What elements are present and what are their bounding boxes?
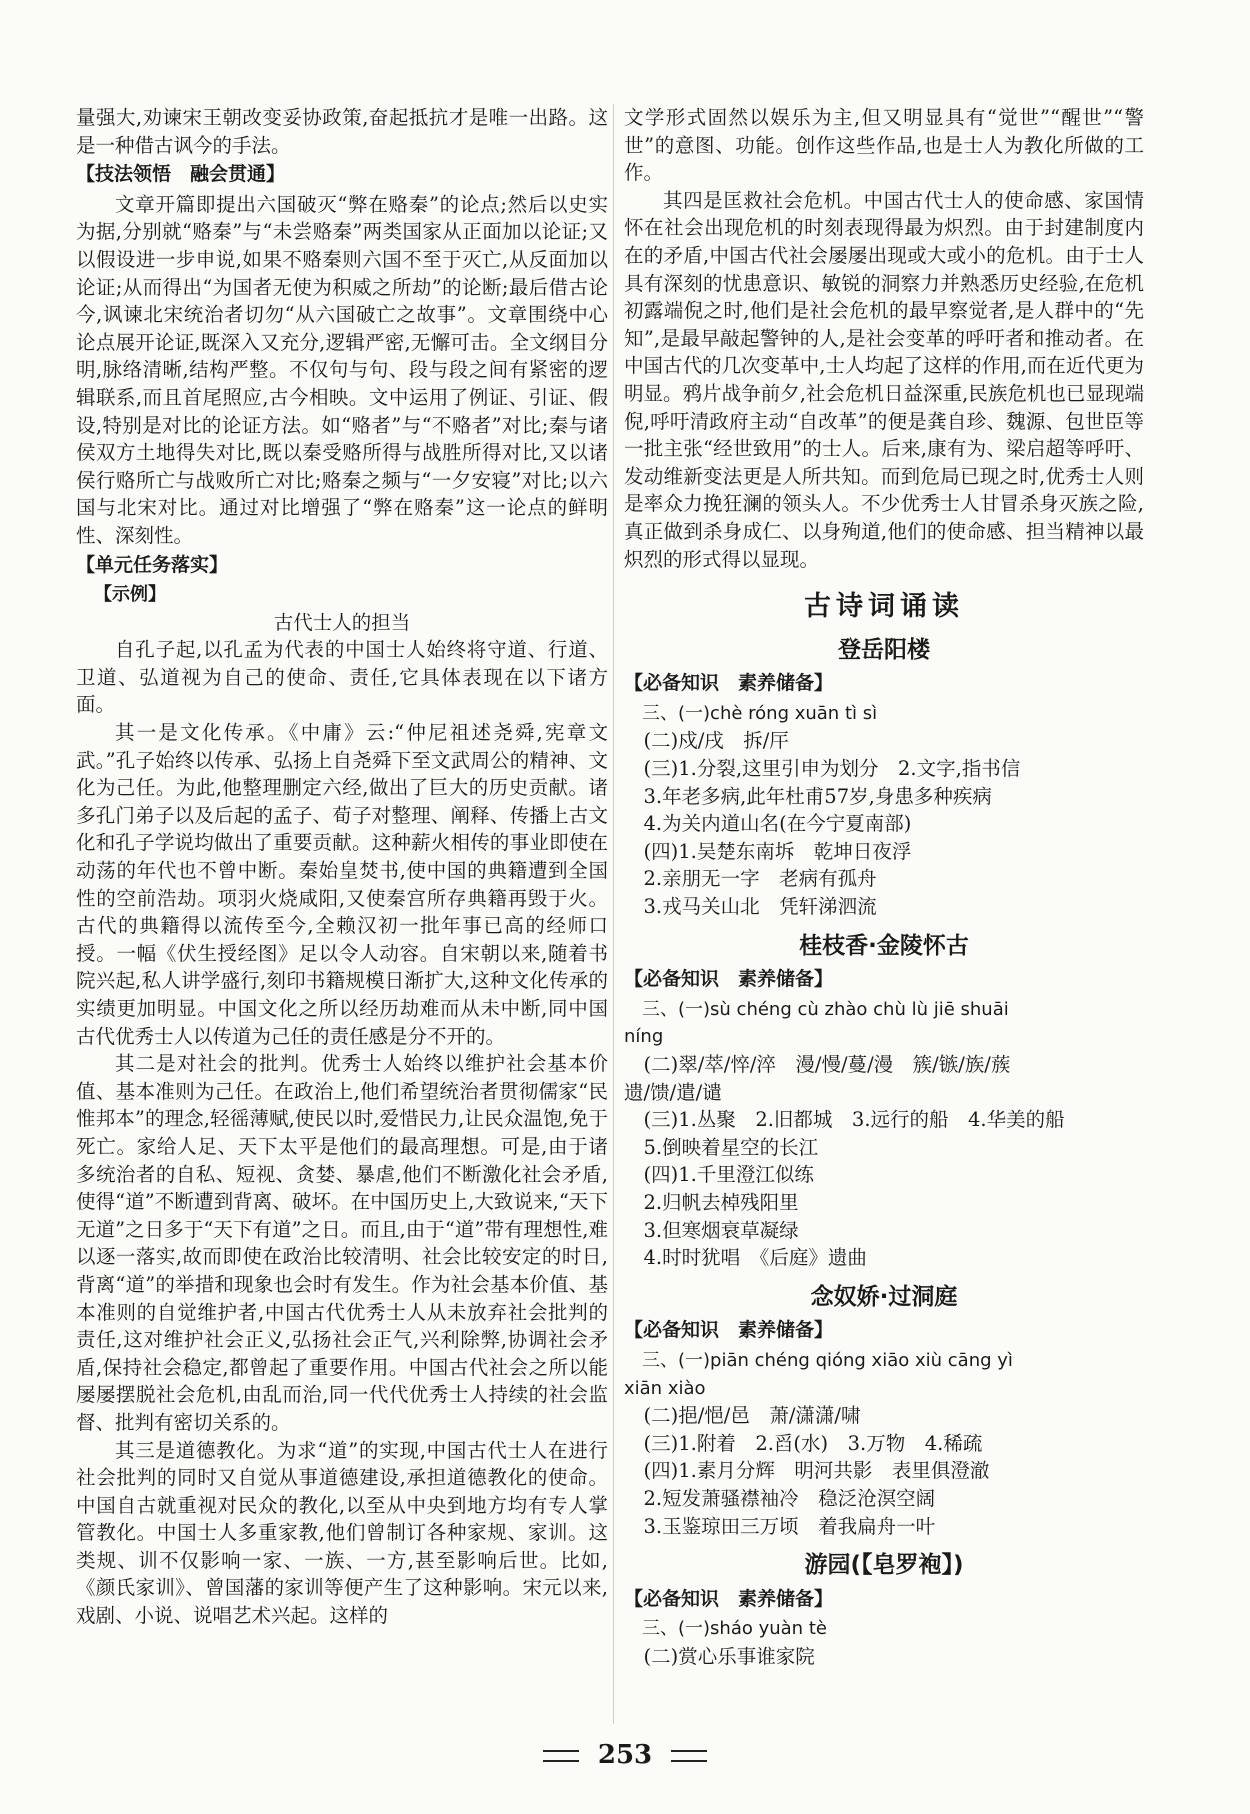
essay-paragraph-5: 其四是匡救社会危机。中国古代士人的使命感、家国情怀在社会出现危机的时刻表现得最为炽烈。由于封建制度内在的矛盾,中国古代社会屡屡出现或大或小的危机。由于士人具有深刻的忧患意识、敏锐的洞察力并熟悉历史经验,在危机初露端倪之时,他们是社会危机的最早察觉者,是人群中的“先知”,是最早敲起警钟的人,是社会变革的呼吁者和推动者。在中国古代的几次变革中,士人均起了这样的作用,而在近代更为明显。鸦片战争前夕,社会危机日益深重,民族危机也已显现端倪,呼吁清政府主动“自改革”的便是龚自珍、魏源、包世臣等一批主张“经世致用”的士人。后来,康有为、梁启超等呼吁、发动维新变法更是人所共知。而到危局已现之时,优秀士人则是率众力挽狂澜的领头人。不少优秀士人甘冒杀身灭族之险,真正做到杀身成仁、以身殉道,他们的使命感、担当精神以最炽烈的形式得以显现。: [624, 188, 1144, 571]
poem3-line-1: 三、(一)piān chéng qióng xiāo xiù cāng yì: [642, 1349, 1013, 1371]
poem2-line-2: (二)翠/萃/悴/淬 漫/慢/蔓/漫 簇/镞/族/蔟: [643, 1053, 1011, 1076]
essay-continuation: 文学形式固然以娱乐为主,但又明显具有“觉世”“醒世”“警世”的意图、功能。创作这些作品,也是士人为教化所做的工作。: [624, 106, 1144, 185]
poem2-line-1b: níng: [624, 1026, 664, 1048]
poem4-line-1: 三、(一)sháo yuàn tè: [642, 1618, 827, 1640]
poem2-line-4: 5.倒映着星空的长江: [643, 1135, 819, 1159]
knowledge-header-4: 【必备知识 素养储备】: [624, 1587, 834, 1610]
poem3-line-5: 2.短发萧骚襟袖冷 稳泛沧溟空阔: [643, 1486, 936, 1510]
right-column: [624, 104, 1144, 1670]
intro-paragraph: 量强大,劝谏宋王朝改变妥协政策,奋起抵抗才是唯一出路。这是一种借古讽今的手法。: [76, 106, 608, 157]
poem1-line-7: 2.亲朋无一字 老病有孤舟: [643, 867, 877, 891]
poem4-line-2: (二)赏心乐事谁家院: [643, 1644, 815, 1668]
poem2-line-1: 三、(一)sù chéng cù zhào chù lù jiē shuāi: [642, 998, 1009, 1020]
poem2-line-7: 3.但寒烟衰草凝绿: [643, 1218, 799, 1242]
poem1-line-4: 3.年老多病,此年杜甫57岁,身患多种疾病: [643, 784, 992, 808]
footer-left-rule: [543, 1750, 579, 1762]
poem2-line-6: 2.归帆去棹残阳里: [643, 1190, 799, 1214]
example-label: 【示例】: [94, 584, 166, 606]
poem1-line-5: 4.为关内道山名(在今宁夏南部): [643, 812, 912, 836]
footer-right-rule: [671, 1750, 707, 1762]
poem3-line-6: 3.玉鉴琼田三万顷 着我扁舟一叶: [643, 1514, 936, 1538]
column-divider: [613, 104, 614, 1724]
task-heading: 【单元任务落实】: [76, 553, 229, 576]
page-footer: [0, 1740, 1250, 1770]
poem3-line-2: (二)挹/悒/邑 萧/潇潇/啸: [643, 1404, 861, 1428]
poem2-line-8: 4.时时犹唱 《后庭》遗曲: [643, 1246, 867, 1270]
essay-paragraph-1: 自孔子起,以孔孟为代表的中国士人始终将守道、行道、卫道、弘道视为自己的使命、责任,它具体表现在以下诸方面。: [76, 638, 608, 717]
poem2-line-3: (三)1.丛聚 2.旧都城 3.远行的船 4.华美的船: [643, 1108, 1065, 1132]
poem1-line-1: 三、(一)chè róng xuān tì sì: [642, 702, 878, 724]
essay-title: 古代士人的担当: [273, 610, 411, 634]
poem2-line-5: (四)1.千里澄江似练: [643, 1163, 814, 1187]
left-column: [76, 104, 608, 1630]
poem1-line-8: 3.戎马关山北 凭轩涕泗流: [643, 895, 877, 919]
poem3-line-3: (三)1.附着 2.舀(水) 3.万物 4.稀疏: [643, 1431, 983, 1455]
page-number: 253: [597, 1740, 653, 1770]
knowledge-header-2: 【必备知识 素养储备】: [624, 968, 834, 991]
poem2-line-2b: 遗/馈/遣/谴: [624, 1080, 722, 1104]
technique-heading: 【技法领悟 融会贯通】: [76, 163, 286, 186]
poem1-line-6: (四)1.吴楚东南坼 乾坤日夜浮: [643, 839, 912, 863]
essay-paragraph-3: 其二是对社会的批判。优秀士人始终以维护社会基本价值、基本准则为己任。在政治上,他们希望统治者贯彻儒家“民惟邦本”的理念,轻徭薄赋,使民以时,爱惜民力,让民众温饱,免于死亡。家给人足、天下太平是他们的最高理想。可是,由于诸多统治者的自私、短视、贪婪、暴虐,他们不断激化社会矛盾,使得“道”不断遭到背离、破坏。在中国历史上,大致说来,“天下无道”之日多于“天下有道”之日。而且,由于“道”带有理想性,难以逐一落实,故而即使在政治比较清明、社会比较安定的时日,背离“道”的举措和现象也会时有发生。作为社会基本价值、基本准则的自觉维护者,中国古代优秀士人从未放弃社会批判的责任,这对维护社会正义,弘扬社会正气,兴利除弊,协调社会矛盾,保持社会稳定,都曾起了重要作用。中国古代社会之所以能屡屡摆脱社会危机,由乱而治,同一代代优秀士人持续的社会监督、批判有密切关系的。: [76, 1052, 608, 1434]
poem-title-2: 桂枝香·金陵怀古: [799, 932, 969, 959]
poem3-line-4: (四)1.素月分辉 明河共影 表里俱澄澈: [643, 1459, 990, 1483]
knowledge-header-3: 【必备知识 素养储备】: [624, 1319, 834, 1342]
poem1-line-2: (二)戍/戌 拆/厈: [643, 729, 789, 753]
knowledge-header-1: 【必备知识 素养储备】: [624, 672, 834, 695]
poem-title-3: 念奴娇·过洞庭: [810, 1283, 958, 1310]
poem1-line-3: (三)1.分裂,这里引申为划分 2.文字,指书信: [643, 757, 1021, 781]
section-title: 古诗词诵读: [804, 591, 964, 623]
poem-title-1: 登岳阳楼: [838, 636, 930, 663]
essay-paragraph-4: 其三是道德教化。为求“道”的实现,中国古代士人在进行社会批判的同时又自觉从事道德建设,承担道德教化的使命。中国自古就重视对民众的教化,以至从中央到地方均有专人掌管教化。中国士人多重家教,他们曾制订各种家规、家训。这类规、训不仅影响一家、一族、一方,甚至影响后世。比如,《颜氏家训》、曾国藩的家训等便产生了这种影响。宋元以来,戏剧、小说、说唱艺术兴起。这样的: [76, 1438, 608, 1628]
technique-paragraph: 文章开篇即提出六国破灭“弊在赂秦”的论点;然后以史实为据,分别就“赂秦”与“未尝赂秦”两类国家从正面加以论证;又以假设进一步申说,如果不赂秦则六国不至于灭亡,从反面加以论证;从而得出“为国者无使为积威之所劫”的论断;最后借古论今,讽谏北宋统治者切勿“从六国破亡之故事”。文章围绕中心论点展开论证,既深入又充分,逻辑严密,无懈可击。全文纲目分明,脉络清晰,结构严整。不仅句与句、段与段之间有紧密的逻辑联系,而且首尾照应,古今相映。文中运用了例证、引证、假设,特别是对比的论证方法。如“赂者”与“不赂者”对比;秦与诸侯双方土地得失对比,既以秦受赂所得与战胜所得对比,又以诸侯行赂所亡与战败所亡对比;赂秦之频与“一夕安寝”对比;以六国与北宋对比。通过对比增强了“弊在赂秦”这一论点的鲜明性、深刻性。: [76, 192, 608, 547]
essay-paragraph-2: 其一是文化传承。《中庸》云:“仲尼祖述尧舜,宪章文武。”孔子始终以传承、弘扬上自尧舜下至文武周公的精神、文化为己任。为此,他整理删定六经,做出了巨大的历史贡献。诸多孔门弟子以及后起的孟子、荀子对整理、阐释、传播上古文化和孔子学说均做出了重要贡献。这种薪火相传的事业即使在动荡的年代也不曾中断。秦始皇焚书,使中国的典籍遭到全国性的空前浩劫。项羽火烧咸阳,又使秦宫所存典籍再毁于火。古代的典籍得以流传至今,全赖汉初一批年事已高的经师口授。一幅《伏生授经图》足以令人动容。自宋朝以来,随着书院兴起,私人讲学盛行,刻印书籍规模日渐扩大,这种文化传承的实绩更加明显。中国文化之所以经历劫难而从未中断,同中国古代优秀士人以传道为己任的责任感是分不开的。: [76, 721, 608, 1048]
poem3-line-1b: xiān xiào: [624, 1377, 706, 1399]
poem-title-4: 游园(【皂罗袍】): [804, 1552, 964, 1579]
